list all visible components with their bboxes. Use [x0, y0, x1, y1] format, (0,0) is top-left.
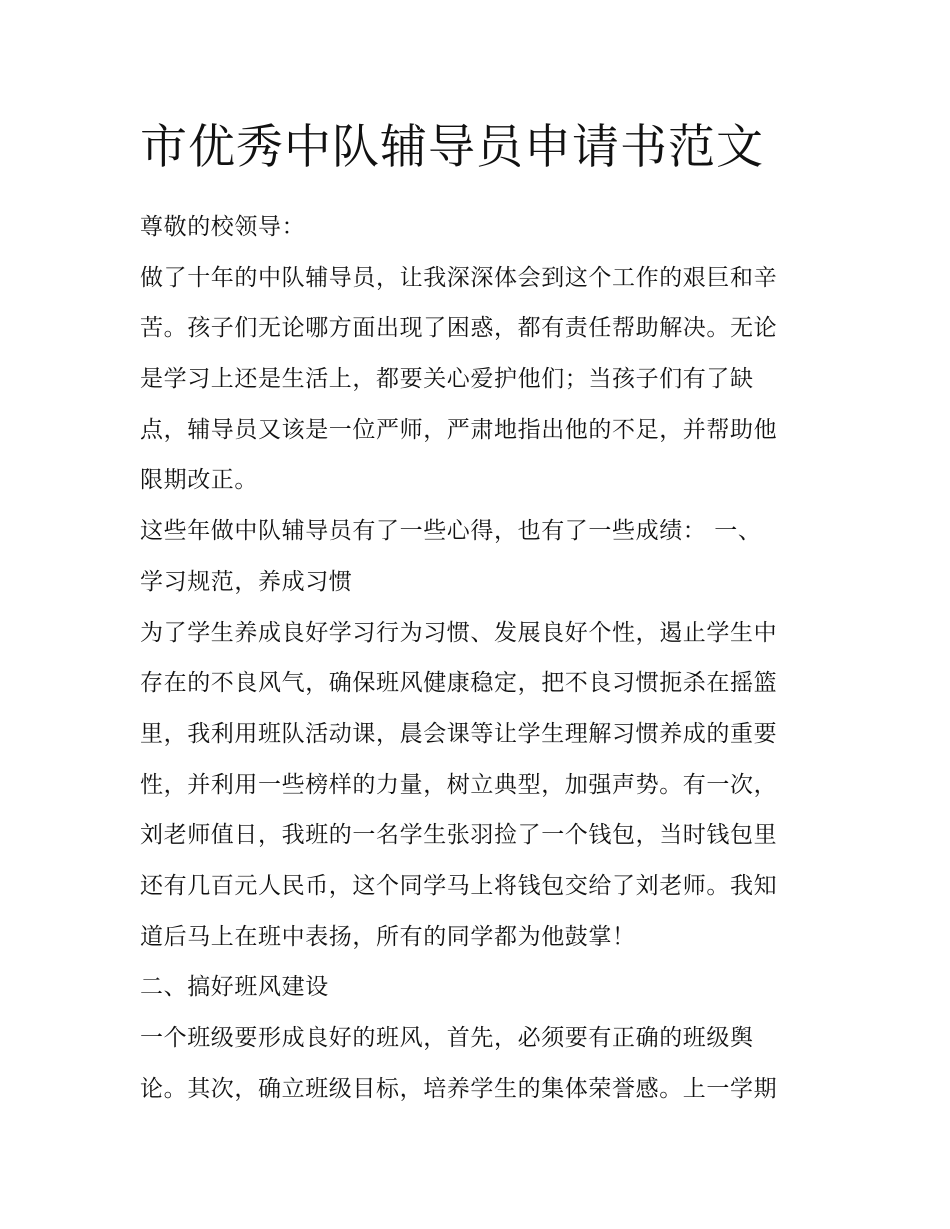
text-line: 论。其次，确立班级目标，培养学生的集体荣誉感。上一学期: [140, 1075, 778, 1102]
text-line: 里，我利用班队活动课，晨会课等让学生理解习惯养成的重要: [140, 720, 778, 747]
text-line: 是学习上还是生活上，都要关心爱护他们；当孩子们有了缺: [140, 366, 754, 393]
text-line: 性，并利用一些榜样的力量，树立典型，加强声势。有一次，: [140, 771, 778, 798]
text-line: 做了十年的中队辅导员，让我深深体会到这个工作的艰巨和辛: [140, 264, 778, 291]
text-line: 限期改正。: [140, 467, 258, 494]
text-line: 存在的不良风气，确保班风健康稳定，把不良习惯扼杀在摇篮: [140, 670, 778, 697]
text-line: 一个班级要形成良好的班风，首先，必须要有正确的班级舆: [140, 1025, 754, 1051]
document-body: [140, 202, 812, 1114]
text-line: 这些年做中队辅导员有了一些心得，也有了一些成绩： 一、: [140, 518, 762, 545]
text-line: 还有几百元人民币，这个同学马上将钱包交给了刘老师。我知: [140, 872, 778, 899]
text-line: 刘老师值日，我班的一名学生张羽捡了一个钱包，当时钱包里: [140, 822, 778, 849]
section-heading: 二、搞好班风建设: [140, 974, 329, 1001]
text-line: 道后马上在班中表扬，所有的同学都为他鼓掌！: [140, 923, 636, 950]
section-heading: 学习规范，养成习惯: [140, 568, 353, 595]
text-line: 尊敬的校领导：: [140, 214, 306, 240]
document-title: 市优秀中队辅导员申请书范文: [140, 120, 764, 175]
text-line: 点，辅导员又该是一位严师，严肃地指出他的不足，并帮助他: [140, 416, 778, 443]
text-line: 为了学生养成良好学习行为习惯、发展良好个性，遏止学生中: [140, 619, 778, 646]
text-line: 苦。孩子们无论哪方面出现了困惑，都有责任帮助解决。无论: [140, 315, 778, 342]
